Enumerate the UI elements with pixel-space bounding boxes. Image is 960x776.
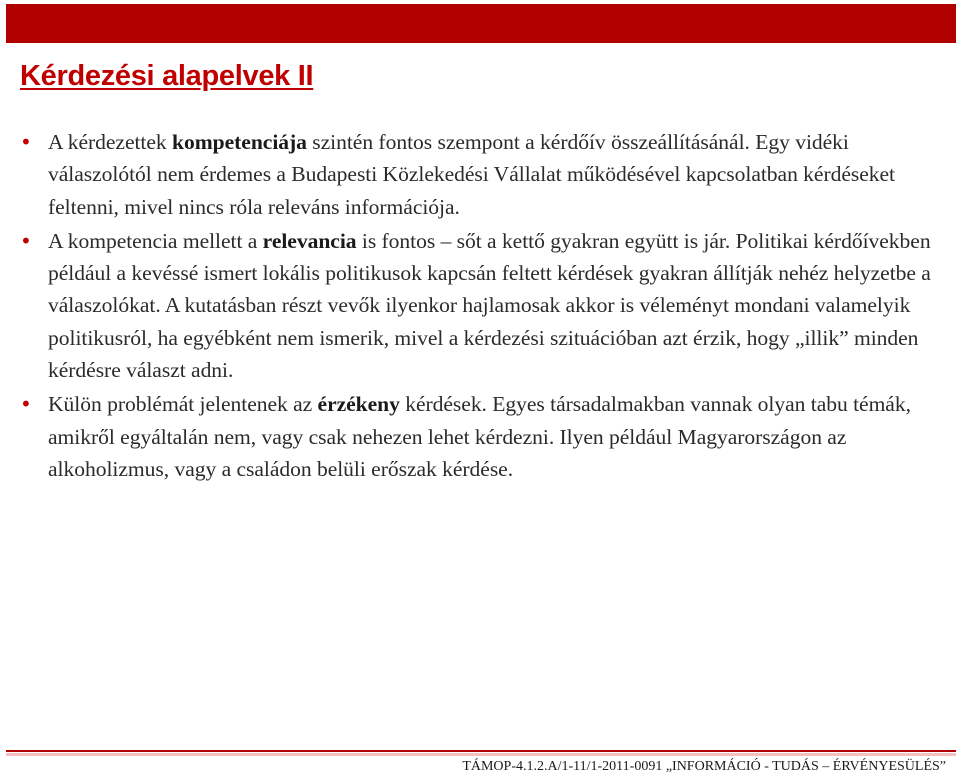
bullet-text: A kérdezettek [48,130,173,154]
bullet-text: A kompetencia mellett a [48,228,263,253]
bullet-text: szintén fontos szempont a kérdőív összeállításánál. Egy vidéki válaszolótól nem érdemes a Budapesti Közlekedési Vállalat működésével kapcsolatban kérdéseket feltenni, mivel nincs róla releváns információja. [48,130,896,219]
bullet-keyword: érzékeny [317,392,400,417]
bullet-item [20,126,950,223]
bullet-item [20,225,950,386]
bullet-icon: • [20,392,32,417]
bullet-item [20,388,950,485]
footer-divider-shadow [6,753,956,756]
bullet-icon: • [20,130,32,154]
bullet-keyword: kompetenciája [172,130,307,154]
bullet-text: Külön problémát jelentenek az [48,392,318,417]
bullet-text: kérdések. Egyes társadalmakban vannak olyan tabu témák, amikről egyáltalán nem, vagy csak nehezen lehet kérdezni. Ilyen például Magyarországon az alkoholizmus, vagy a családon belüli erőszak kérdése. [48,392,911,481]
bullet-keyword: relevancia [262,228,357,253]
bullet-icon: • [20,228,32,253]
slide-content [20,126,950,487]
footer-divider [6,750,956,752]
header-bar [6,4,956,43]
footer-text: TÁMOP-4.1.2.A/1-11/1-2011-0091 „INFORMÁCIÓ - TUDÁS – ÉRVÉNYESÜLÉS” [462,759,946,774]
slide-title: Kérdezési alapelvek II [20,60,314,92]
bullet-text: is fontos – sőt a kettő gyakran együtt is jár. Politikai kérdőívekben például a kevéssé ismert lokális politikusok kapcsán feltett kérdések gyakran állítják nehéz helyzetbe a válaszolókat. A kutatásban részt vevők ilyenkor hajlamosak akkor is véleményt mondani valamelyik politikusról, ha egyébként nem ismerik, mivel a kérdezési szituációban azt érzik, hogy „illik” minden kérdésre választ adni. [48,228,931,383]
